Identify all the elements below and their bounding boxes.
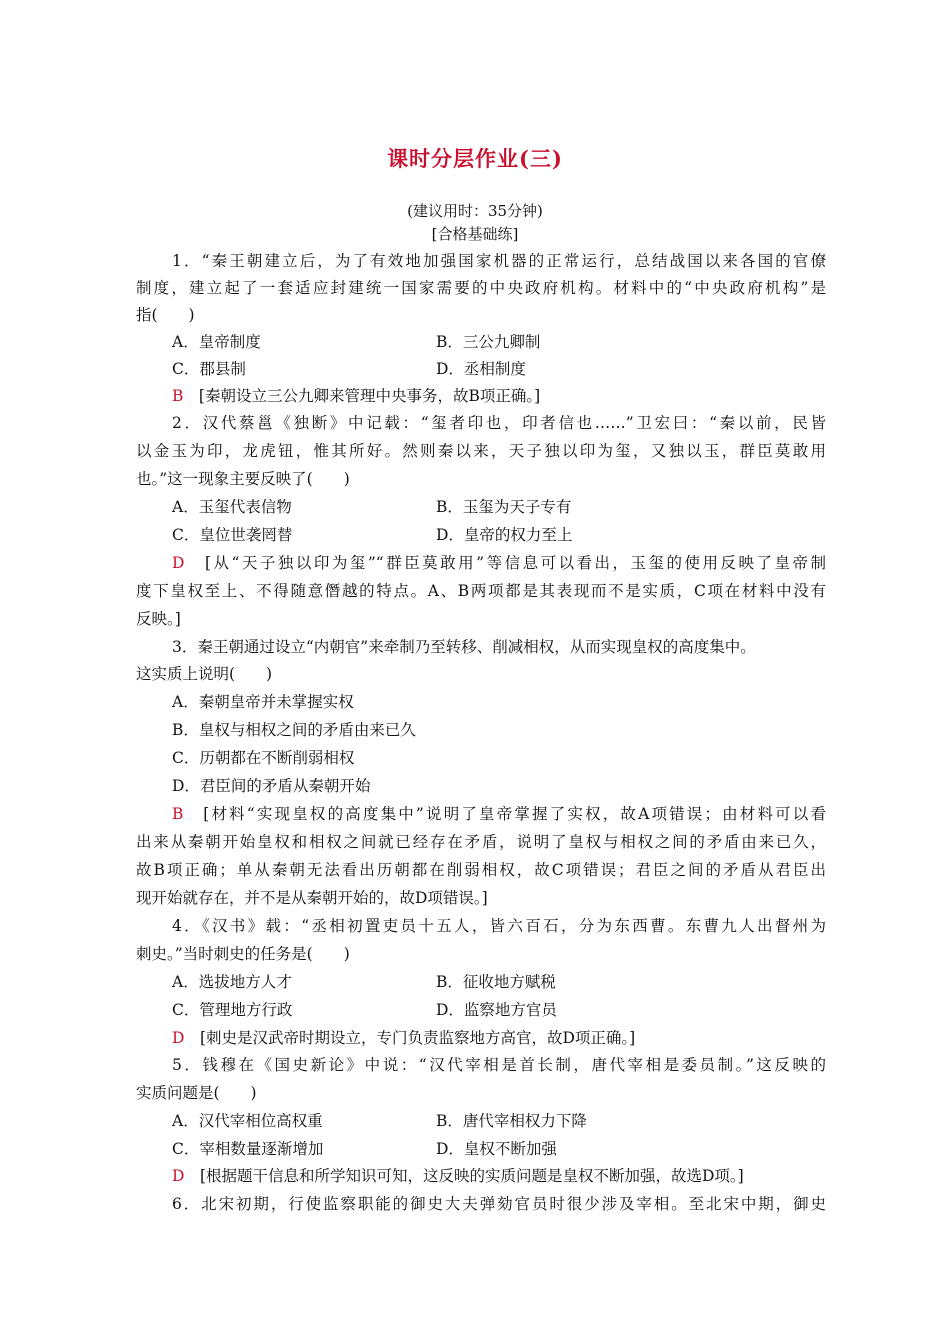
question-5-stem-line: 实质问题是( ): [136, 1084, 257, 1102]
question-1-explanation: B [秦朝设立三公九卿来管理中央事务，故B项正确。]: [172, 387, 541, 405]
question-5-explanation: D [根据题干信息和所学知识可知，这反映的实质问题是皇权不断加强，故选D项。]: [172, 1167, 744, 1185]
question-3-answer: B: [172, 805, 184, 823]
question-1-stem-line: 制度，建立起了一套适应封建统一国家需要的中央政府机构。材料中的“中央政府机构”是: [136, 279, 826, 297]
page-title: 课时分层作业(三): [387, 146, 563, 171]
question-2-option-b: B．玉玺为天子专有: [436, 498, 572, 516]
time-hint: (建议用时：35分钟): [407, 202, 543, 220]
question-4-option-a: A．选拔地方人才: [172, 973, 292, 991]
question-5-option-b: B．唐代宰相权力下降: [436, 1112, 587, 1130]
question-4-explanation: D [刺史是汉武帝时期设立，专门负责监察地方高官，故D项正确。]: [172, 1029, 636, 1047]
question-3-stem-line: 这实质上说明( ): [136, 665, 273, 683]
question-3-explanation-line: 现开始就存在，并不是从秦朝开始的，故D项错误。]: [136, 889, 488, 907]
question-2-stem-line: 2．汉代蔡邕《独断》中记载：“玺者印也，印者信也……”卫宏曰：“秦以前，民皆: [172, 414, 826, 432]
question-3-option-a: A．秦朝皇帝并未掌握实权: [172, 693, 354, 711]
question-6-stem-line: 6．北宋初期，行使监察职能的御史大夫弹劾官员时很少涉及宰相。至北宋中期，御史: [172, 1195, 826, 1213]
question-1-option-b: B．三公九卿制: [436, 333, 541, 351]
question-3-explanation: B [材料“实现皇权的高度集中”说明了皇帝掌握了实权，故A项错误；由材料可以看: [172, 805, 826, 823]
question-4-option-c: C．管理地方行政: [172, 1001, 293, 1019]
question-3-option-c: C．历朝都在不断削弱相权: [172, 749, 355, 767]
question-3-stem-line: 3．秦王朝通过设立“内朝官”来牵制乃至转移、削减相权，从而实现皇权的高度集中。: [172, 638, 756, 656]
question-2-option-a: A．玉玺代表信物: [172, 498, 292, 516]
question-1-answer: B: [172, 387, 184, 405]
question-4-stem-line: 刺史。”当时刺史的任务是( ): [136, 945, 350, 963]
question-3-option-d: D．君臣间的矛盾从秦朝开始: [172, 777, 371, 795]
question-2-explanation-line: 反映。]: [136, 610, 181, 628]
question-4-option-b: B．征收地方赋税: [436, 973, 556, 991]
question-2-explanation-line: 度下皇权至上、不得随意僭越的特点。A、B两项都是其表现而不是实质，C项在材料中没有: [136, 582, 826, 600]
question-2-option-d: D．皇帝的权力至上: [436, 526, 573, 544]
question-1-option-a: A．皇帝制度: [172, 333, 261, 351]
section-label: [合格基础练]: [431, 225, 519, 243]
question-3-explanation-line: 出来从秦朝开始皇权和相权之间就已经存在矛盾，说明了皇权与相权之间的矛盾由来已久，: [136, 833, 826, 851]
question-3-explanation-line: 故B项正确；单从秦朝无法看出历朝都在削弱相权，故C项错误；君臣之间的矛盾从君臣出: [136, 861, 826, 879]
question-1-option-c: C．郡县制: [172, 360, 246, 378]
question-2-stem-line: 也。”这一现象主要反映了( ): [136, 470, 350, 488]
question-3-option-b: B．皇权与相权之间的矛盾由来已久: [172, 721, 416, 739]
question-2-explanation: D [从“天子独以印为玺”“群臣莫敢用”等信息可以看出，玉玺的使用反映了皇帝制: [172, 554, 826, 572]
question-5-option-a: A．汉代宰相位高权重: [172, 1112, 323, 1130]
question-5-stem-line: 5．钱穆在《国史新论》中说：“汉代宰相是首长制，唐代宰相是委员制。”这反映的: [172, 1056, 826, 1074]
question-4-answer: D: [172, 1029, 185, 1047]
question-1-stem-line: 1．“秦王朝建立后，为了有效地加强国家机器的正常运行，总结战国以来各国的官僚: [172, 252, 826, 270]
question-1-option-d: D．丞相制度: [436, 360, 526, 378]
question-5-option-d: D．皇权不断加强: [436, 1140, 557, 1158]
question-5-answer: D: [172, 1167, 185, 1185]
question-1-stem-line: 指( ): [136, 306, 195, 324]
question-2-answer: D: [172, 554, 185, 572]
question-4-stem-line: 4．《汉书》载：“丞相初置吏员十五人，皆六百石，分为东西曹。东曹九人出督州为: [172, 917, 826, 935]
question-2-option-c: C．皇位世袭罔替: [172, 526, 293, 544]
question-5-option-c: C．宰相数量逐渐增加: [172, 1140, 324, 1158]
question-2-stem-line: 以金玉为印，龙虎钮，惟其所好。然则秦以来，天子独以印为玺，又独以玉，群臣莫敢用: [136, 442, 826, 460]
question-4-option-d: D．监察地方官员: [436, 1001, 557, 1019]
